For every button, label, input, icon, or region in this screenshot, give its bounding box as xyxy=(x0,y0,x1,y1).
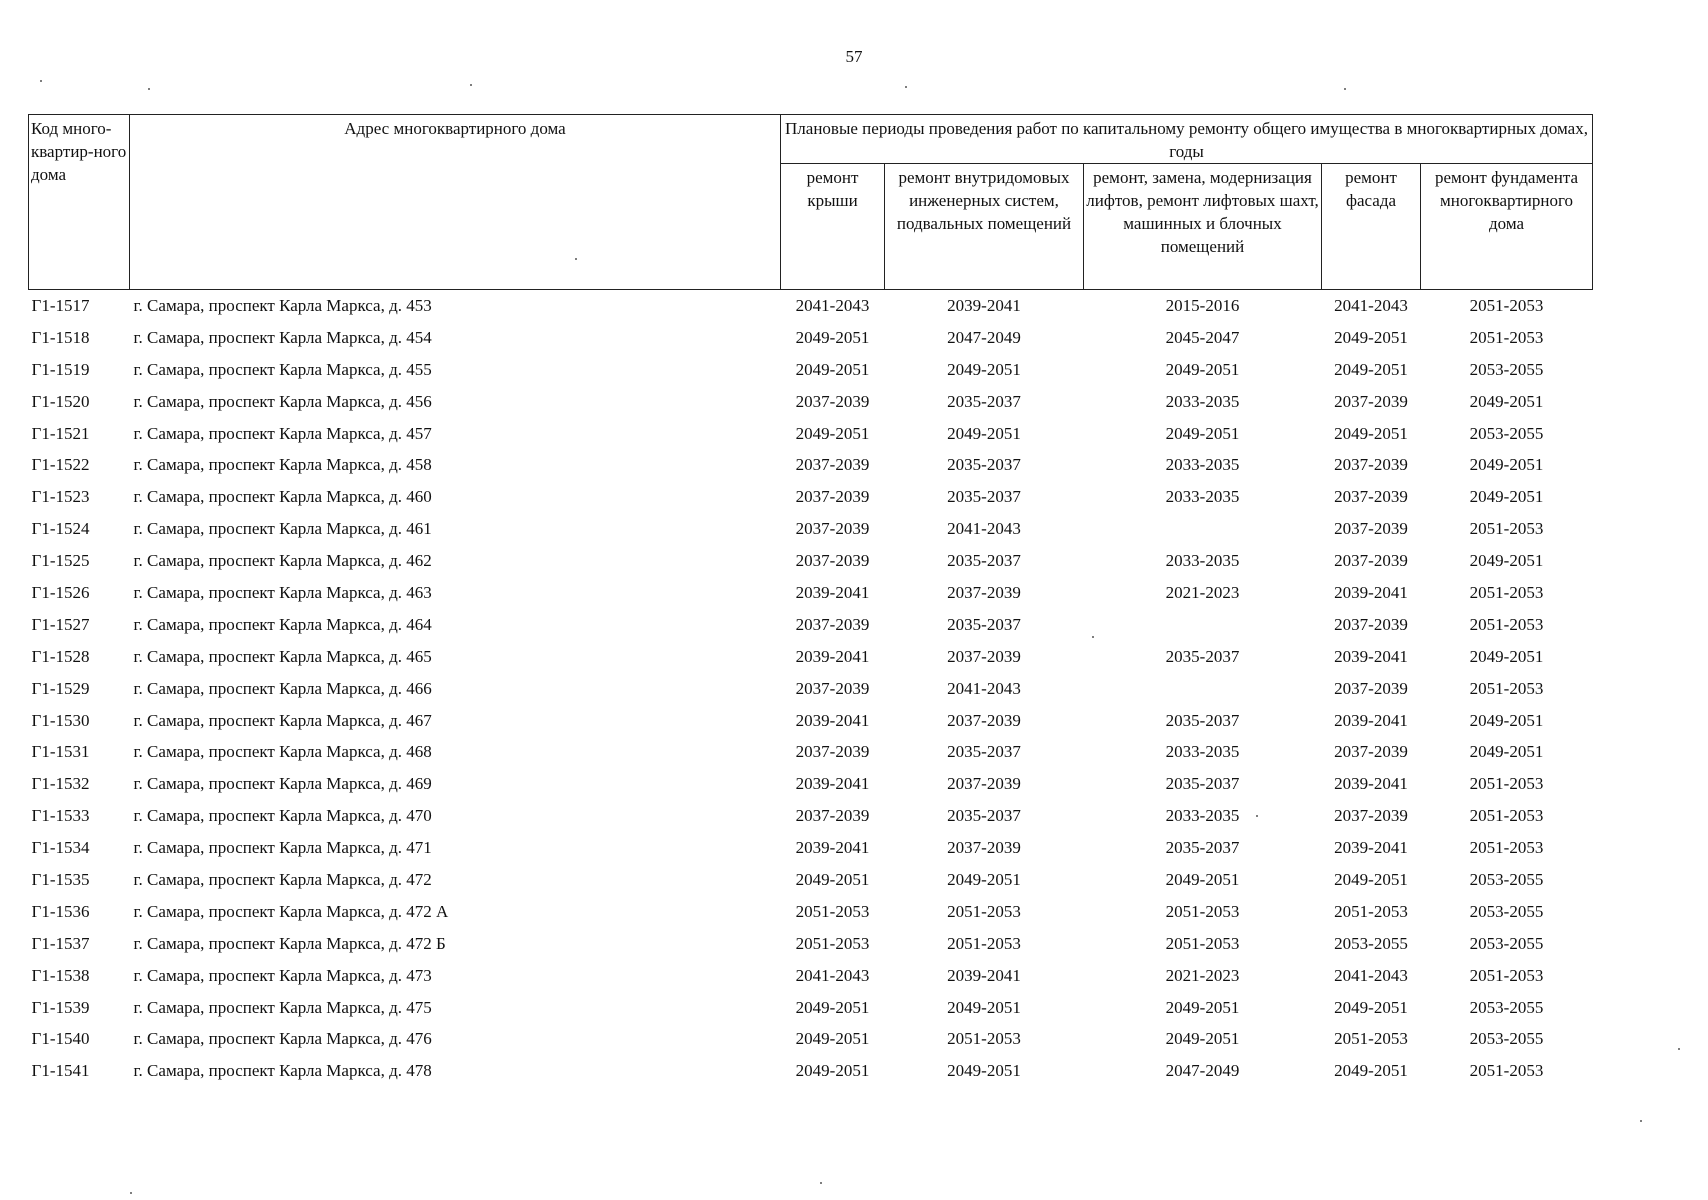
cell-foundation: 2051-2053 xyxy=(1469,327,1544,347)
cell-address: г. Самара, проспект Карла Маркса, д. 476 xyxy=(133,1029,432,1049)
cell-engineering: 2035-2037 xyxy=(947,551,1021,571)
table-row xyxy=(29,960,1593,992)
cell-elevators: 2021-2023 xyxy=(1165,582,1240,602)
table-row xyxy=(29,768,1593,800)
cell-facade: 2051-2053 xyxy=(1334,1029,1408,1049)
table-header xyxy=(29,115,1593,290)
table-row xyxy=(29,418,1593,450)
cell-facade: 2037-2039 xyxy=(1334,678,1408,698)
cell-facade: 2039-2041 xyxy=(1334,646,1408,666)
cell-roof: 2039-2041 xyxy=(795,646,870,666)
header-code: Код много-квартир-ного дома xyxy=(29,115,130,290)
cell-code: Г1-1528 xyxy=(31,646,90,666)
header-engineering: ремонт внутридомовых инженерных систем, подвальных помещений xyxy=(885,164,1084,290)
cell-facade: 2039-2041 xyxy=(1334,582,1408,602)
cell-foundation: 2049-2051 xyxy=(1469,391,1544,411)
cell-foundation: 2053-2055 xyxy=(1469,869,1544,889)
cell-code: Г1-1537 xyxy=(31,933,90,953)
table-row xyxy=(29,992,1593,1024)
table-row xyxy=(29,609,1593,641)
cell-elevators: 2035-2037 xyxy=(1165,774,1240,794)
cell-roof: 2049-2051 xyxy=(795,359,870,379)
cell-address: г. Самара, проспект Карла Маркса, д. 458 xyxy=(133,455,432,475)
cell-foundation: 2051-2053 xyxy=(1469,965,1544,985)
cell-foundation: 2053-2055 xyxy=(1469,933,1544,953)
cell-foundation: 2051-2053 xyxy=(1469,614,1544,634)
cell-foundation: 2049-2051 xyxy=(1469,742,1544,762)
cell-facade: 2049-2051 xyxy=(1334,1061,1408,1081)
cell-address: г. Самара, проспект Карла Маркса, д. 472 xyxy=(133,869,432,889)
header-foundation: ремонт фундамента многоквартирного дома xyxy=(1421,164,1593,290)
cell-address: г. Самара, проспект Карла Маркса, д. 473 xyxy=(133,965,432,985)
cell-address: г. Самара, проспект Карла Маркса, д. 453 xyxy=(133,295,432,315)
cell-engineering: 2049-2051 xyxy=(947,997,1021,1017)
header-address: Адрес многоквартирного дома xyxy=(130,115,781,290)
capital-repair-table xyxy=(28,114,1593,1087)
cell-address: г. Самара, проспект Карла Маркса, д. 463 xyxy=(133,582,432,602)
cell-roof: 2039-2041 xyxy=(795,774,870,794)
cell-code: Г1-1518 xyxy=(31,327,90,347)
cell-engineering: 2051-2053 xyxy=(947,901,1021,921)
cell-foundation: 2053-2055 xyxy=(1469,359,1544,379)
cell-roof: 2039-2041 xyxy=(795,838,870,858)
cell-elevators: 2035-2037 xyxy=(1165,646,1240,666)
cell-facade: 2049-2051 xyxy=(1334,997,1408,1017)
cell-address: г. Самара, проспект Карла Маркса, д. 469 xyxy=(133,774,432,794)
cell-roof: 2041-2043 xyxy=(795,965,870,985)
cell-elevators: 2051-2053 xyxy=(1165,901,1240,921)
cell-code: Г1-1517 xyxy=(31,295,90,315)
cell-code: Г1-1525 xyxy=(31,551,90,571)
cell-code: Г1-1527 xyxy=(31,614,90,634)
cell-facade: 2049-2051 xyxy=(1334,359,1408,379)
cell-engineering: 2041-2043 xyxy=(947,519,1021,539)
cell-elevators xyxy=(1084,513,1322,545)
cell-roof: 2037-2039 xyxy=(795,487,870,507)
cell-elevators: 2021-2023 xyxy=(1165,965,1240,985)
table-row xyxy=(29,290,1593,322)
cell-elevators: 2049-2051 xyxy=(1165,1029,1240,1049)
cell-code: Г1-1534 xyxy=(31,838,90,858)
table-row xyxy=(29,673,1593,705)
cell-foundation: 2053-2055 xyxy=(1469,901,1544,921)
cell-engineering: 2035-2037 xyxy=(947,455,1021,475)
cell-address: г. Самара, проспект Карла Маркса, д. 467 xyxy=(133,710,432,730)
table-row xyxy=(29,928,1593,960)
cell-foundation: 2049-2051 xyxy=(1469,551,1544,571)
cell-roof: 2037-2039 xyxy=(795,519,870,539)
cell-code: Г1-1530 xyxy=(31,710,90,730)
cell-elevators: 2035-2037 xyxy=(1165,710,1240,730)
cell-code: Г1-1533 xyxy=(31,806,90,826)
cell-address: г. Самара, проспект Карла Маркса, д. 456 xyxy=(133,391,432,411)
table-row xyxy=(29,577,1593,609)
table-row xyxy=(29,864,1593,896)
cell-foundation: 2053-2055 xyxy=(1469,1029,1544,1049)
cell-engineering: 2035-2037 xyxy=(947,806,1021,826)
cell-foundation: 2051-2053 xyxy=(1469,1061,1544,1081)
cell-elevators: 2045-2047 xyxy=(1165,327,1240,347)
cell-facade: 2037-2039 xyxy=(1334,551,1408,571)
cell-facade: 2037-2039 xyxy=(1334,519,1408,539)
cell-code: Г1-1519 xyxy=(31,359,90,379)
cell-roof: 2049-2051 xyxy=(795,1061,870,1081)
cell-elevators: 2049-2051 xyxy=(1165,423,1240,443)
table-row xyxy=(29,322,1593,354)
cell-roof: 2037-2039 xyxy=(795,455,870,475)
cell-roof: 2049-2051 xyxy=(795,869,870,889)
cell-engineering: 2037-2039 xyxy=(947,646,1021,666)
cell-facade: 2049-2051 xyxy=(1334,869,1408,889)
cell-foundation: 2051-2053 xyxy=(1469,774,1544,794)
table-row xyxy=(29,513,1593,545)
cell-engineering: 2049-2051 xyxy=(947,359,1021,379)
cell-facade: 2049-2051 xyxy=(1334,327,1408,347)
cell-roof: 2041-2043 xyxy=(795,295,870,315)
cell-elevators: 2033-2035 xyxy=(1165,551,1240,571)
cell-address: г. Самара, проспект Карла Маркса, д. 454 xyxy=(133,327,432,347)
cell-facade: 2039-2041 xyxy=(1334,838,1408,858)
cell-address: г. Самара, проспект Карла Маркса, д. 468 xyxy=(133,742,432,762)
cell-facade: 2037-2039 xyxy=(1334,614,1408,634)
cell-address: г. Самара, проспект Карла Маркса, д. 455 xyxy=(133,359,432,379)
cell-roof: 2037-2039 xyxy=(795,806,870,826)
cell-elevators: 2049-2051 xyxy=(1165,997,1240,1017)
cell-roof: 2037-2039 xyxy=(795,551,870,571)
cell-engineering: 2035-2037 xyxy=(947,614,1021,634)
header-facade: ремонт фасада xyxy=(1322,164,1421,290)
cell-foundation: 2049-2051 xyxy=(1469,455,1544,475)
cell-facade: 2037-2039 xyxy=(1334,455,1408,475)
cell-roof: 2049-2051 xyxy=(795,1029,870,1049)
table-row xyxy=(29,896,1593,928)
cell-code: Г1-1535 xyxy=(31,869,90,889)
cell-foundation: 2051-2053 xyxy=(1469,295,1544,315)
cell-engineering: 2051-2053 xyxy=(947,1029,1021,1049)
cell-foundation: 2049-2051 xyxy=(1469,710,1544,730)
cell-engineering: 2051-2053 xyxy=(947,933,1021,953)
table-row xyxy=(29,800,1593,832)
cell-engineering: 2037-2039 xyxy=(947,582,1021,602)
cell-code: Г1-1524 xyxy=(31,519,90,539)
table-body xyxy=(29,290,1593,1088)
cell-code: Г1-1539 xyxy=(31,997,90,1017)
cell-code: Г1-1521 xyxy=(31,423,90,443)
cell-address: г. Самара, проспект Карла Маркса, д. 460 xyxy=(133,487,432,507)
cell-roof: 2049-2051 xyxy=(795,423,870,443)
header-periods: Плановые периоды проведения работ по капитальному ремонту общего имущества в многоквартирных домах, годы xyxy=(781,115,1593,164)
cell-elevators: 2033-2035 xyxy=(1165,487,1240,507)
cell-engineering: 2041-2043 xyxy=(947,678,1021,698)
cell-facade: 2041-2043 xyxy=(1334,965,1408,985)
cell-roof: 2051-2053 xyxy=(795,933,870,953)
cell-facade: 2039-2041 xyxy=(1334,710,1408,730)
cell-code: Г1-1522 xyxy=(31,455,90,475)
cell-address: г. Самара, проспект Карла Маркса, д. 470 xyxy=(133,806,432,826)
cell-address: г. Самара, проспект Карла Маркса, д. 461 xyxy=(133,519,432,539)
cell-roof: 2049-2051 xyxy=(795,327,870,347)
cell-elevators: 2033-2035 xyxy=(1165,806,1240,826)
cell-engineering: 2037-2039 xyxy=(947,838,1021,858)
cell-elevators: 2047-2049 xyxy=(1165,1061,1240,1081)
cell-facade: 2041-2043 xyxy=(1334,295,1408,315)
table-row xyxy=(29,1023,1593,1055)
cell-engineering: 2049-2051 xyxy=(947,423,1021,443)
cell-code: Г1-1520 xyxy=(31,391,90,411)
cell-roof: 2037-2039 xyxy=(795,678,870,698)
cell-address: г. Самара, проспект Карла Маркса, д. 464 xyxy=(133,614,432,634)
cell-engineering: 2047-2049 xyxy=(947,327,1021,347)
cell-engineering: 2035-2037 xyxy=(947,391,1021,411)
cell-foundation: 2051-2053 xyxy=(1469,519,1544,539)
table-row xyxy=(29,481,1593,513)
cell-engineering: 2037-2039 xyxy=(947,774,1021,794)
cell-engineering: 2035-2037 xyxy=(947,742,1021,762)
cell-facade: 2051-2053 xyxy=(1334,901,1408,921)
table-row xyxy=(29,386,1593,418)
cell-roof: 2039-2041 xyxy=(795,710,870,730)
cell-roof: 2037-2039 xyxy=(795,391,870,411)
cell-elevators: 2033-2035 xyxy=(1165,391,1240,411)
cell-address: г. Самара, проспект Карла Маркса, д. 478 xyxy=(133,1061,432,1081)
table-row xyxy=(29,641,1593,673)
cell-address: г. Самара, проспект Карла Маркса, д. 457 xyxy=(133,423,432,443)
cell-elevators: 2033-2035 xyxy=(1165,455,1240,475)
cell-facade: 2053-2055 xyxy=(1334,933,1408,953)
cell-code: Г1-1531 xyxy=(31,742,90,762)
cell-elevators: 2049-2051 xyxy=(1165,869,1240,889)
cell-facade: 2039-2041 xyxy=(1334,774,1408,794)
cell-address: г. Самара, проспект Карла Маркса, д. 472 Б xyxy=(133,933,446,953)
cell-facade: 2037-2039 xyxy=(1334,391,1408,411)
table-row xyxy=(29,736,1593,768)
table-row xyxy=(29,1055,1593,1087)
cell-address: г. Самара, проспект Карла Маркса, д. 475 xyxy=(133,997,432,1017)
cell-roof: 2049-2051 xyxy=(795,997,870,1017)
cell-address: г. Самара, проспект Карла Маркса, д. 462 xyxy=(133,551,432,571)
cell-code: Г1-1529 xyxy=(31,678,90,698)
cell-foundation: 2053-2055 xyxy=(1469,997,1544,1017)
cell-roof: 2037-2039 xyxy=(795,742,870,762)
cell-foundation: 2049-2051 xyxy=(1469,646,1544,666)
table-row xyxy=(29,545,1593,577)
cell-foundation: 2049-2051 xyxy=(1469,487,1544,507)
cell-elevators xyxy=(1084,609,1322,641)
cell-foundation: 2053-2055 xyxy=(1469,423,1544,443)
cell-foundation: 2051-2053 xyxy=(1469,838,1544,858)
cell-address: г. Самара, проспект Карла Маркса, д. 465 xyxy=(133,646,432,666)
cell-code: Г1-1540 xyxy=(31,1029,90,1049)
cell-foundation: 2051-2053 xyxy=(1469,806,1544,826)
cell-roof: 2039-2041 xyxy=(795,582,870,602)
cell-foundation: 2051-2053 xyxy=(1469,582,1544,602)
cell-facade: 2037-2039 xyxy=(1334,487,1408,507)
cell-roof: 2037-2039 xyxy=(795,614,870,634)
cell-roof: 2051-2053 xyxy=(795,901,870,921)
cell-code: Г1-1532 xyxy=(31,774,90,794)
table-row xyxy=(29,449,1593,481)
cell-code: Г1-1523 xyxy=(31,487,90,507)
cell-engineering: 2039-2041 xyxy=(947,965,1021,985)
table-row xyxy=(29,705,1593,737)
cell-address: г. Самара, проспект Карла Маркса, д. 472 А xyxy=(133,901,449,921)
table-row xyxy=(29,354,1593,386)
cell-engineering: 2039-2041 xyxy=(947,295,1021,315)
header-elevators: ремонт, замена, модернизация лифтов, ремонт лифтовых шахт, машинных и блочных помещений xyxy=(1084,164,1322,290)
cell-code: Г1-1541 xyxy=(31,1061,90,1081)
cell-engineering: 2037-2039 xyxy=(947,710,1021,730)
cell-elevators: 2015-2016 xyxy=(1165,295,1240,315)
cell-elevators: 2035-2037 xyxy=(1165,838,1240,858)
cell-elevators: 2049-2051 xyxy=(1165,359,1240,379)
cell-code: Г1-1538 xyxy=(31,965,90,985)
cell-code: Г1-1536 xyxy=(31,901,90,921)
cell-foundation: 2051-2053 xyxy=(1469,678,1544,698)
cell-code: Г1-1526 xyxy=(31,582,90,602)
cell-engineering: 2049-2051 xyxy=(947,869,1021,889)
header-roof: ремонт крыши xyxy=(781,164,885,290)
page-number: 57 xyxy=(845,47,863,66)
cell-elevators xyxy=(1084,673,1322,705)
cell-facade: 2049-2051 xyxy=(1334,423,1408,443)
cell-engineering: 2035-2037 xyxy=(947,487,1021,507)
cell-elevators: 2033-2035 xyxy=(1165,742,1240,762)
cell-elevators: 2051-2053 xyxy=(1165,933,1240,953)
cell-facade: 2037-2039 xyxy=(1334,806,1408,826)
cell-address: г. Самара, проспект Карла Маркса, д. 466 xyxy=(133,678,432,698)
cell-address: г. Самара, проспект Карла Маркса, д. 471 xyxy=(133,838,432,858)
table-row xyxy=(29,832,1593,864)
cell-facade: 2037-2039 xyxy=(1334,742,1408,762)
cell-engineering: 2049-2051 xyxy=(947,1061,1021,1081)
